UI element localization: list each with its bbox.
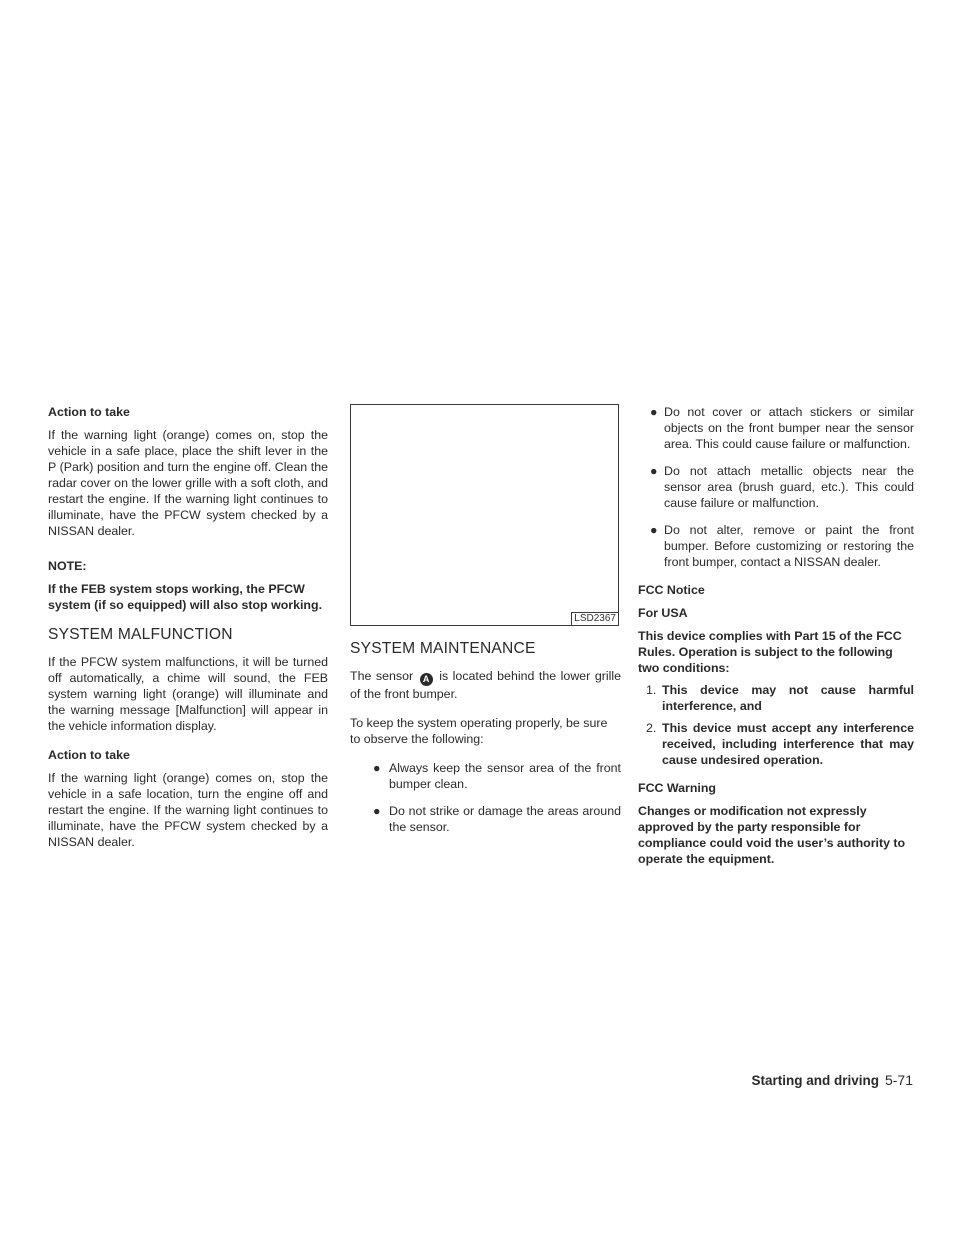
- note-body: If the FEB system stops working, the PFCW system (if so equipped) will also stop working.: [48, 582, 323, 612]
- action-body-2: If the warning light (orange) comes on, stop the vehicle in a safe location, turn the engine off and restart the engine. If the warning light continues to illuminate, have the PFCW system checked by a NISSAN dealer.: [48, 771, 328, 849]
- list-item: [638, 522, 914, 570]
- maintenance-heading: SYSTEM MAINTENANCE: [350, 640, 536, 657]
- sensor-figure: [350, 404, 619, 626]
- action-heading-1: Action to take: [48, 405, 130, 419]
- bullet-icon: ●: [650, 523, 658, 537]
- list-item-text: Always keep the sensor area of the front bumper clean.: [389, 761, 621, 791]
- figure-code: LSD2367: [571, 612, 618, 625]
- note-label: NOTE:: [48, 559, 87, 573]
- bullet-icon: ●: [373, 804, 381, 818]
- malfunction-heading: SYSTEM MALFUNCTION: [48, 626, 233, 643]
- section-title: Starting and driving: [751, 1073, 879, 1088]
- column-middle: [350, 404, 621, 847]
- fcc-notice-heading: FCC Notice: [638, 583, 705, 597]
- sensor-marker-icon: A: [420, 673, 433, 686]
- list-item: [638, 463, 914, 511]
- page-footer: [751, 1072, 913, 1088]
- list-item-text: Do not cover or attach stickers or similar objects on the front bumper near the sensor area. This could cause failure or malfunction.: [664, 405, 914, 451]
- malfunction-body: If the PFCW system malfunctions, it will be turned off automatically, a chime will sound, the FEB system warning light (orange) will illuminate and the warning message [Malfunction] will appear in the vehicle information display.: [48, 655, 328, 733]
- list-item: [350, 803, 621, 835]
- list-item: [638, 404, 914, 452]
- sensor-prefix: The sensor: [350, 669, 414, 683]
- condition-number: 2.: [646, 721, 657, 735]
- fcc-warning-body: Changes or modification not expressly approved by the party responsible for compliance could void the user’s authority to operate the equipment.: [638, 804, 906, 866]
- bullet-icon: ●: [650, 405, 658, 419]
- list-item: [638, 720, 914, 768]
- condition-text: This device must accept any interference received, including interference that may cause undesired operation.: [662, 721, 914, 767]
- list-item-text: Do not attach metallic objects near the sensor area (brush guard, etc.). This could cause failure or malfunction.: [664, 464, 914, 510]
- sensor-location-text: [350, 668, 621, 702]
- list-item-text: Do not alter, remove or paint the front bumper. Before customizing or restoring the front bumper, contact a NISSAN dealer.: [664, 523, 914, 569]
- fcc-warning-heading: FCC Warning: [638, 781, 717, 795]
- bullet-icon: ●: [373, 761, 381, 775]
- maintenance-list-b: [638, 404, 914, 570]
- maintenance-intro: To keep the system operating properly, be sure to observe the following:: [350, 716, 608, 746]
- maintenance-list-a: [350, 760, 621, 835]
- sensor-suffix: is located behind the lower grille of the front bumper.: [350, 669, 622, 701]
- fcc-conditions-list: [638, 682, 914, 768]
- for-usa-heading: For USA: [638, 606, 688, 620]
- action-heading-2: Action to take: [48, 748, 130, 762]
- condition-text: This device may not cause harmful interference, and: [662, 683, 914, 713]
- page-number: 5-71: [884, 1072, 913, 1088]
- list-item: [350, 760, 621, 792]
- condition-number: 1.: [646, 683, 657, 697]
- action-body-1: If the warning light (orange) comes on, stop the vehicle in a safe place, place the shift lever in the P (Park) position and turn the engine off. Clean the radar cover on the lower grille with a soft cloth, and restart the engine. If the warning light continues to illuminate, have the PFCW system checked by a NISSAN dealer.: [48, 428, 328, 538]
- list-item-text: Do not strike or damage the areas around the sensor.: [389, 804, 621, 834]
- fcc-compliance-text: This device complies with Part 15 of the FCC Rules. Operation is subject to the following two conditions:: [638, 629, 902, 675]
- list-item: [638, 682, 914, 714]
- column-left: [48, 404, 328, 863]
- column-right: [638, 404, 914, 880]
- bullet-icon: ●: [650, 464, 658, 478]
